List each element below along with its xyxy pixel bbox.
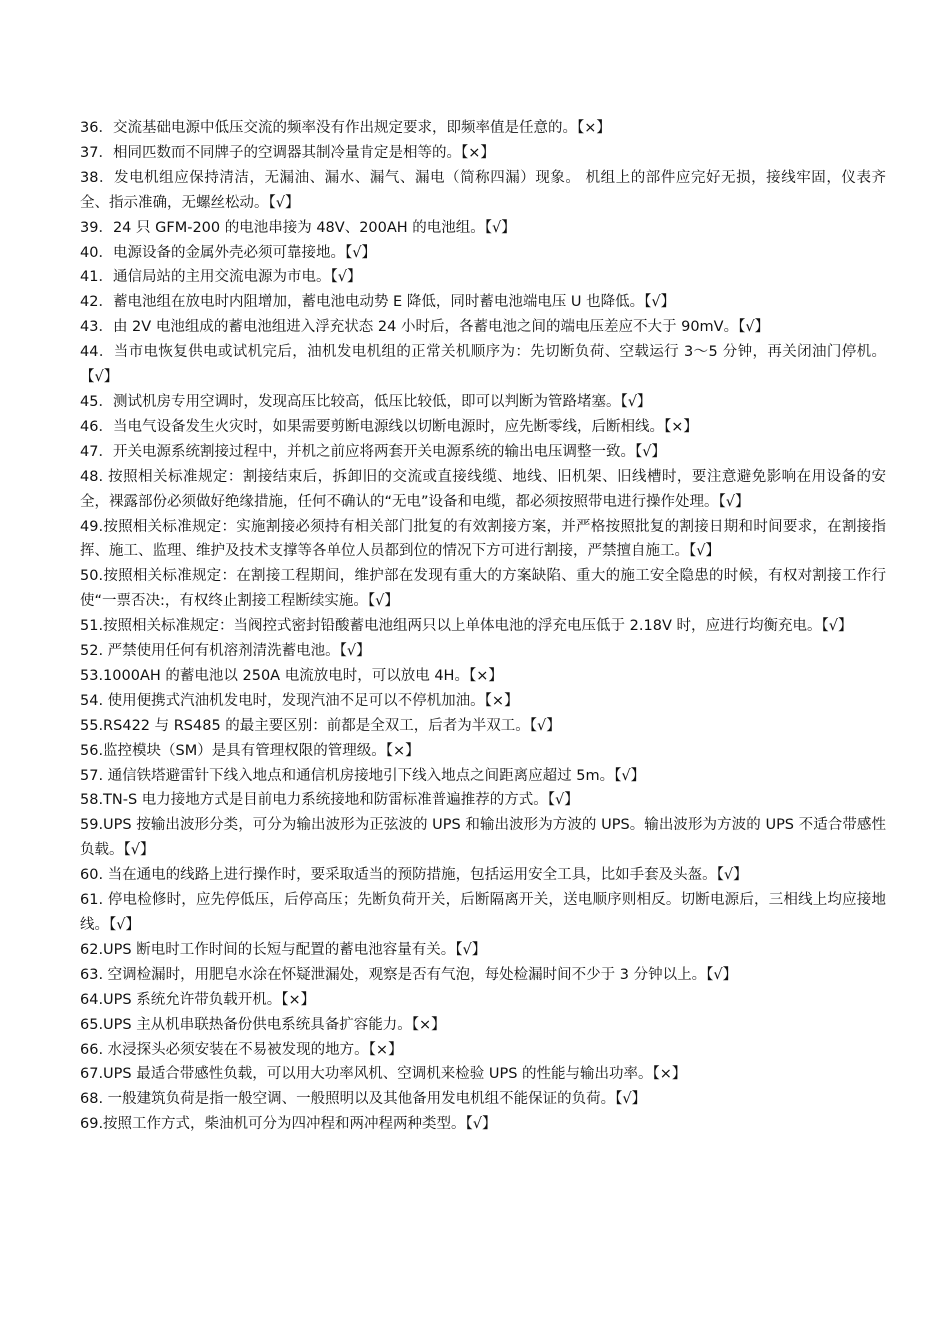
question-item xyxy=(80,390,886,415)
question-text: 68. 一般建筑负荷是指一般空调、一般照明以及其他备用发电机组不能保证的负荷。【√】 xyxy=(80,1091,647,1108)
question-item xyxy=(80,689,886,714)
question-item xyxy=(80,938,886,963)
question-item xyxy=(80,415,886,440)
question-text: 37．相同匹数而不同牌子的空调器其制冷量肯定是相等的。【×】 xyxy=(80,144,495,161)
question-item xyxy=(80,465,886,515)
question-text: 50.按照相关标准规定：在割接工程期间，维护部在发现有重大的方案缺陷、重大的施工安全隐患的时候，有权对割接工作行使“一票否决:，有权终止割接工程断续实施。【√】 xyxy=(80,568,886,610)
question-item xyxy=(80,1038,886,1063)
question-text: 60. 当在通电的线路上进行操作时，要采取适当的预防措施，包括运用安全工具，比如手套及头盔。【√】 xyxy=(80,867,748,884)
question-item xyxy=(80,1112,886,1137)
question-item xyxy=(80,888,886,938)
question-item xyxy=(80,963,886,988)
question-text: 58.TN-S 电力接地方式是目前电力系统接地和防雷标准普遍推荐的方式。【√】 xyxy=(80,792,579,809)
question-text: 55.RS422 与 RS485 的最主要区别：前都是全双工，后者为半双工。【√】 xyxy=(80,717,561,734)
question-text: 46．当电气设备发生火灾时，如果需要剪断电源线以切断电源时，应先断零线，后断相线。【×】 xyxy=(80,418,698,435)
question-text: 54. 使用便携式汽油机发电时，发现汽油不足可以不停机加油。【×】 xyxy=(80,692,519,709)
document-page xyxy=(80,116,886,1137)
question-item xyxy=(80,813,886,863)
question-item xyxy=(80,141,886,166)
question-text: 56.监控模块（SM）是具有管理权限的管理级。【×】 xyxy=(80,742,420,759)
question-item xyxy=(80,639,886,664)
question-text: 57. 通信铁塔避雷针下线入地点和通信机房接地引下线入地点之间距离应超过 5m。【√】 xyxy=(80,767,646,784)
question-item xyxy=(80,739,886,764)
question-text: 43．由 2V 电池组成的蓄电池组进入浮充状态 24 小时后，各蓄电池之间的端电压差应不大于 90mV。【√】 xyxy=(80,319,770,336)
question-item xyxy=(80,315,886,340)
question-text: 67.UPS 最适合带感性负载，可以用大功率风机、空调机来检验 UPS 的性能与输出功率。【×】 xyxy=(80,1066,687,1083)
question-text: 45．测试机房专用空调时，发现高压比较高，低压比较低，即可以判断为管路堵塞。【√】 xyxy=(80,393,652,410)
question-item xyxy=(80,863,886,888)
question-text: 64.UPS 系统允许带负载开机。【×】 xyxy=(80,991,316,1008)
question-item xyxy=(80,714,886,739)
question-item xyxy=(80,290,886,315)
question-text: 41．通信局站的主用交流电源为市电。【√】 xyxy=(80,269,362,286)
question-text: 49.按照相关标准规定：实施割接必须持有相关部门批复的有效割接方案，并严格按照批复的割接日期和时间要求，在割接指挥、施工、监理、维护及技术支撑等各单位人员都到位的情况下方可进行割接，严禁擅自施工。【√】 xyxy=(80,518,886,560)
question-text: 40．电源设备的金属外壳必须可靠接地。【√】 xyxy=(80,244,376,261)
question-item xyxy=(80,265,886,290)
question-item xyxy=(80,988,886,1013)
question-item xyxy=(80,1087,886,1112)
question-text: 51.按照相关标准规定：当阀控式密封铅酸蓄电池组两只以上单体电池的浮充电压低于 2.18V 时，应进行均衡充电。【√】 xyxy=(80,618,853,635)
question-text: 53.1000AH 的蓄电池以 250A 电流放电时，可以放电 4H。【×】 xyxy=(80,667,503,684)
question-text: 44．当市电恢复供电或试机完后，油机发电机组的正常关机顺序为：先切断负荷、空载运行 3～5 分钟，再关闭油门停机。【√】 xyxy=(80,344,886,386)
question-text: 42．蓄电池组在放电时内阻增加，蓄电池电动势 E 降低，同时蓄电池端电压 U 也降低。【√】 xyxy=(80,294,676,311)
question-text: 63. 空调检漏时，用肥皂水涂在怀疑泄漏处，观察是否有气泡，每处检漏时间不少于 3 分钟以上。【√】 xyxy=(80,966,738,983)
question-text: 52. 严禁使用任何有机溶剂清洗蓄电池。【√】 xyxy=(80,643,371,660)
question-text: 65.UPS 主从机串联热备份供电系统具备扩容能力。【×】 xyxy=(80,1016,446,1033)
question-text: 66. 水浸探头必须安装在不易被发现的地方。【×】 xyxy=(80,1041,403,1058)
question-text: 59.UPS 按输出波形分类，可分为输出波形为正弦波的 UPS 和输出波形为方波的 UPS。输出波形为方波的 UPS 不适合带感性负载。【√】 xyxy=(80,817,886,859)
question-text: 62.UPS 断电时工作时间的长短与配置的蓄电池容量有关。【√】 xyxy=(80,941,487,958)
question-item xyxy=(80,764,886,789)
question-item xyxy=(80,340,886,390)
question-item xyxy=(80,241,886,266)
question-item xyxy=(80,788,886,813)
question-text: 39．24 只 GFM-200 的电池串接为 48V、200AH 的电池组。【√】 xyxy=(80,219,516,236)
question-text: 48. 按照相关标准规定：割接结束后，拆卸旧的交流或直接线缆、地线、旧机架、旧线槽时，要注意避免影响在用设备的安全，裸露部份必须做好绝缘措施，任何不确认的“无电”设备和电缆，都必须按照带电进行操作处理。【√】 xyxy=(80,468,886,510)
question-item xyxy=(80,216,886,241)
question-item xyxy=(80,440,886,465)
question-item xyxy=(80,515,886,565)
question-item xyxy=(80,1013,886,1038)
question-item xyxy=(80,664,886,689)
question-item xyxy=(80,166,886,216)
question-text: 69.按照工作方式，柴油机可分为四冲程和两冲程两种类型。【√】 xyxy=(80,1116,497,1133)
question-item xyxy=(80,564,886,614)
question-text: 36．交流基础电源中低压交流的频率没有作出规定要求，即频率值是任意的。【×】 xyxy=(80,120,611,136)
question-item xyxy=(80,1062,886,1087)
question-text: 38．发电机组应保持清洁，无漏油、漏水、漏气、漏电（简称四漏）现象。 机组上的部件应完好无损，接线牢固，仪表齐全、指示准确，无螺丝松动。【√】 xyxy=(80,169,886,211)
question-item xyxy=(80,614,886,639)
question-item xyxy=(80,116,886,141)
question-text: 61. 停电检修时，应先停低压，后停高压；先断负荷开关，后断隔离开关，送电顺序则相反。切断电源后，三相线上均应接地线。【√】 xyxy=(80,892,886,933)
question-text: 47．开关电源系统割接过程中，并机之前应将两套开关电源系统的输出电压调整一致。【√】 xyxy=(80,443,666,460)
